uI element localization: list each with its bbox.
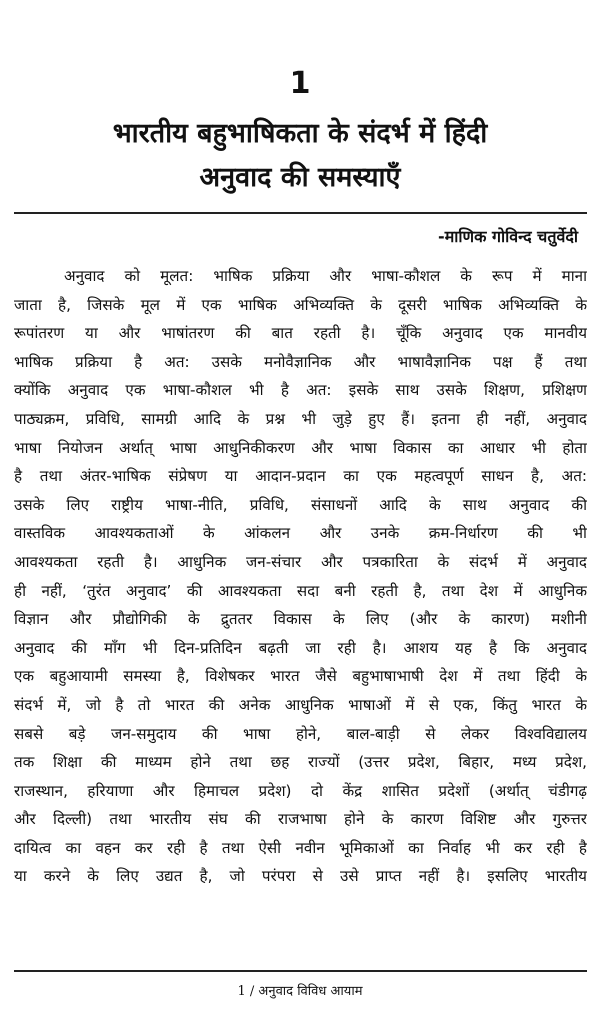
text-line: जाता है, जिसके मूल में एक भाषिक अभिव्यक्ति के दूसरी भाषिक अभिव्यक्ति के	[14, 295, 587, 314]
text-line: और दिल्ली) तथा भारतीय संघ की राजभाषा होने के कारण विशिष्ट और गुरुत्तर	[14, 810, 587, 829]
text-line: संदर्भ में, जो है तो भारत की अनेक आधुनिक भाषाओं में से एक, किंतु भारत के	[14, 695, 587, 714]
chapter-title	[20, 112, 580, 200]
text-line: दायित्व का वहन कर रही है तथा ऐसी नवीन भूमिकाओं का निर्वाह भी कर रही है	[14, 838, 587, 857]
text-line: आवश्यकता रहती है। आधुनिक जन-संचार और पत्रकारिता के संदर्भ में अनुवाद	[14, 552, 587, 571]
text-line: राजस्थान, हरियाणा और हिमाचल प्रदेश) दो केंद्र शासित प्रदेशों (अर्थात् चंडीगढ़	[14, 781, 587, 800]
text-line: भाषा नियोजन अर्थात् भाषा आधुनिकीकरण और भाषा विकास का आधार भी होता	[14, 438, 587, 457]
text-line: अनुवाद को मूलत: भाषिक प्रक्रिया और भाषा-कौशल के रूप में माना	[64, 267, 587, 285]
text-line: क्योंकि अनुवाद एक भाषा-कौशल भी है अत: इसके साथ उसके शिक्षण, प्रशिक्षण	[14, 381, 587, 400]
text-line: भाषिक प्रक्रिया है अत: उसके मनोवैज्ञानिक और भाषावैज्ञानिक पक्ष हैं तथा	[14, 352, 587, 371]
text-line: अनुवाद की माँग भी दिन-प्रतिदिन बढ़ती जा रही है। आशय यह है कि अनुवाद	[14, 638, 587, 657]
text-line: सबसे बड़े जन-समुदाय की भाषा होने, बाल-बाड़ी से लेकर विश्वविद्यालय	[14, 724, 587, 743]
chapter-title-line-1: भारतीय बहुभाषिकता के संदर्भ में हिंदी	[112, 118, 488, 149]
text-line: वास्तविक आवश्यकताओं के आंकलन और उनके क्रम-निर्धारण की भी	[14, 524, 587, 543]
text-line: पाठ्यक्रम, प्रविधि, सामग्री आदि के प्रश्न भी जुड़े हुए हैं। इतना ही नहीं, अनुवाद	[14, 409, 587, 428]
chapter-title-line-2: अनुवाद की समस्याएँ	[199, 162, 401, 193]
text-line: विज्ञान और प्रौद्योगिकी के द्रुततर विकास के लिए (और के कारण) मशीनी	[14, 610, 587, 629]
author-name: -माणिक गोविन्द चतुर्वेदी	[438, 227, 578, 246]
text-line: या करने के लिए उद्यत है, जो परंपरा से उसे प्राप्त नहीं है। इसलिए भारतीय	[14, 867, 587, 886]
text-line: तक शिक्षा की माध्यम होने तथा छह राज्यों (उत्तर प्रदेश, बिहार, मध्य प्रदेश,	[14, 753, 587, 772]
header-divider	[14, 212, 587, 214]
text-line: है तथा अंतर-भाषिक संप्रेषण या आदान-प्रदान का एक महत्वपूर्ण साधन है, अत:	[14, 467, 587, 486]
chapter-number: 1	[289, 66, 311, 101]
text-line: ही नहीं, ‘तुरंत अनुवाद’ की आवश्यकता सदा बनी रहती है, तथा देश में आधुनिक	[14, 581, 587, 600]
footer-divider	[14, 970, 587, 972]
text-line: एक बहुआयामी समस्या है, विशेषकर भारत जैसे बहुभाषाभाषी देश में तथा हिंदी के	[14, 667, 587, 686]
text-line: उसके लिए राष्ट्रीय भाषा-नीति, प्रविधि, संसाधनों आदि के साथ अनुवाद की	[14, 495, 587, 514]
body-paragraph	[14, 262, 587, 891]
page-footer: 1 / अनुवाद विविध आयाम	[237, 984, 363, 999]
text-line: रूपांतरण या और भाषांतरण की बात रहती है। चूँकि अनुवाद एक मानवीय	[14, 324, 587, 343]
